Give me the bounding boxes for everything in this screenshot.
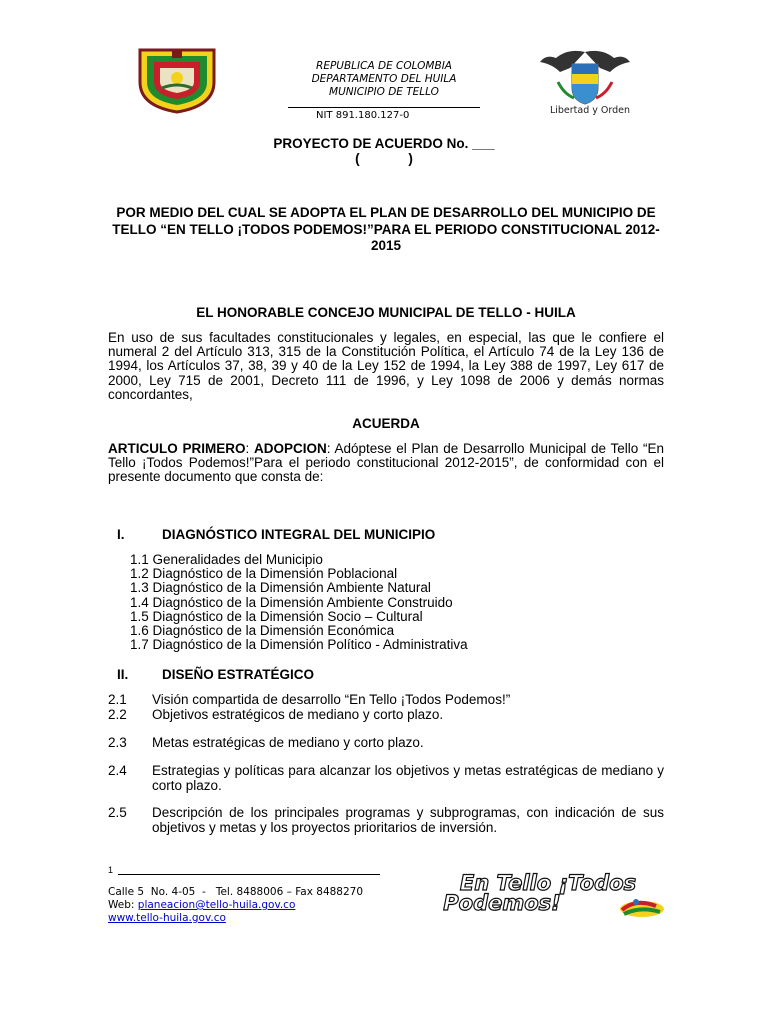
list-item: 1.6 Diagnóstico de la Dimensión Económica [130,623,395,639]
item-text: Estrategias y políticas para alcanzar los objetivos y metas estratégicas de mediano y corto plazo. [152,763,664,793]
header-line-republic: REPUBLICA DE COLOMBIA [316,60,452,72]
footer-address-block [108,886,363,925]
hands-emblem-icon [620,899,664,917]
footer-rule [118,874,380,875]
article-one-paragraph [108,442,664,485]
footer-email-link[interactable]: planeacion@tello-huila.gov.co [137,899,296,911]
intro-paragraph: En uso de sus facultades constitucionales y legales, en especial, las que le confiere el numeral 2 del Artículo 313, 315 de la Constitución Política, el Artículo 74 de la Ley 136 de 1994, los Artículos 37, 38, 39 y 40 de la Ley 152 de 1994, la Ley 388 de 1997, Ley 617 de 2000, Ley 715 de 2001, Decreto 111 de 1996, y Ley 1098 de 2006 y demás normas concordantes, [108,330,664,402]
list-item: 1.4 Diagnóstico de la Dimensión Ambiente Construido [130,594,453,610]
list-item [108,692,664,708]
article-one-separator: : [245,441,254,456]
list-item: 1.1 Generalidades del Municipio [130,552,323,567]
council-heading: EL HONORABLE CONCEJO MUNICIPAL DE TELLO - HUILA [196,305,576,320]
item-text: Metas estratégicas de mediano y corto plazo. [152,735,424,750]
section-one-number: I. [117,527,125,542]
footer-site-line [108,912,363,925]
item-number: 2.3 [108,735,127,750]
slogan-line-1: En Tello ¡Todos [459,871,637,895]
header-line-department: DEPARTAMENTO DEL HUILA [311,73,457,85]
section-one-list [130,553,468,652]
project-number-blank: ( ) [355,151,413,166]
footer-web-label: Web: [108,899,138,911]
item-text: Visión compartida de desarrollo “En Tello ¡Todos Podemos!” [152,692,511,707]
list-item: 1.2 Diagnóstico de la Dimensión Poblacional [130,566,398,582]
list-item: 1.7 Diagnóstico de la Dimensión Político - Administrativa [130,637,468,653]
header-nit: NIT 891.180.127-0 [316,110,410,121]
footer-address: Calle 5 No. 4-05 - Tel. 8488006 – Fax 8488270 [108,886,364,898]
article-one-label: ARTICULO PRIMERO [108,441,246,456]
item-number: 2.5 [108,805,127,820]
list-item [108,707,664,723]
footer-web-line [108,899,363,912]
list-item [108,735,664,751]
list-item: 1.3 Diagnóstico de la Dimensión Ambiente Natural [130,580,431,596]
item-text: Descripción de los principales programas y subprogramas, con indicación de sus objetivos y metas y los proyectos prioritarios de inversión. [152,805,664,835]
article-one-text: : Adóptese el Plan de Desarrollo Municipal de Tello “En Tello ¡Todos Podemos!”Para el periodo constitucional 2012-2015”, de conformidad con el presente documento que consta de: [108,441,664,485]
section-two-number: II. [117,667,129,682]
header-text [288,60,480,99]
acuerda-heading: ACUERDA [352,416,420,431]
document-main-title: POR MEDIO DEL CUAL SE ADOPTA EL PLAN DE DESARROLLO DEL MUNICIPIO DE TELLO “EN TELLO ¡TODOS PODEMOS!”PARA EL PERIODO CONSTITUCIONAL 2012-2015 [112,205,660,253]
article-one-subtitle: ADOPCION [253,441,327,456]
list-item [108,763,664,793]
section-two-title: DISEÑO ESTRATÉGICO [162,667,315,682]
footnote-number: 1 [108,865,114,875]
list-item: 1.5 Diagnóstico de la Dimensión Socio – Cultural [130,608,423,624]
list-item [108,805,664,835]
item-number: 2.2 [108,707,127,722]
section-one-title: DIAGNÓSTICO INTEGRAL DEL MUNICIPIO [162,527,436,542]
project-title: PROYECTO DE ACUERDO No. ___ [273,136,495,151]
header-rule [288,107,480,108]
municipal-coat-of-arms [132,48,222,114]
item-text: Objetivos estratégicos de mediano y corto plazo. [152,707,444,722]
item-number: 2.1 [108,692,127,707]
footer-site-link[interactable]: www.tello-huila.gov.co [108,912,226,924]
slogan-line-2: Podemos! [443,891,561,915]
slogan-graphic [410,870,690,922]
item-number: 2.4 [108,763,127,778]
shield-motto: Libertad y Orden [549,105,631,116]
header-line-municipality: MUNICIPIO DE TELLO [329,86,439,98]
